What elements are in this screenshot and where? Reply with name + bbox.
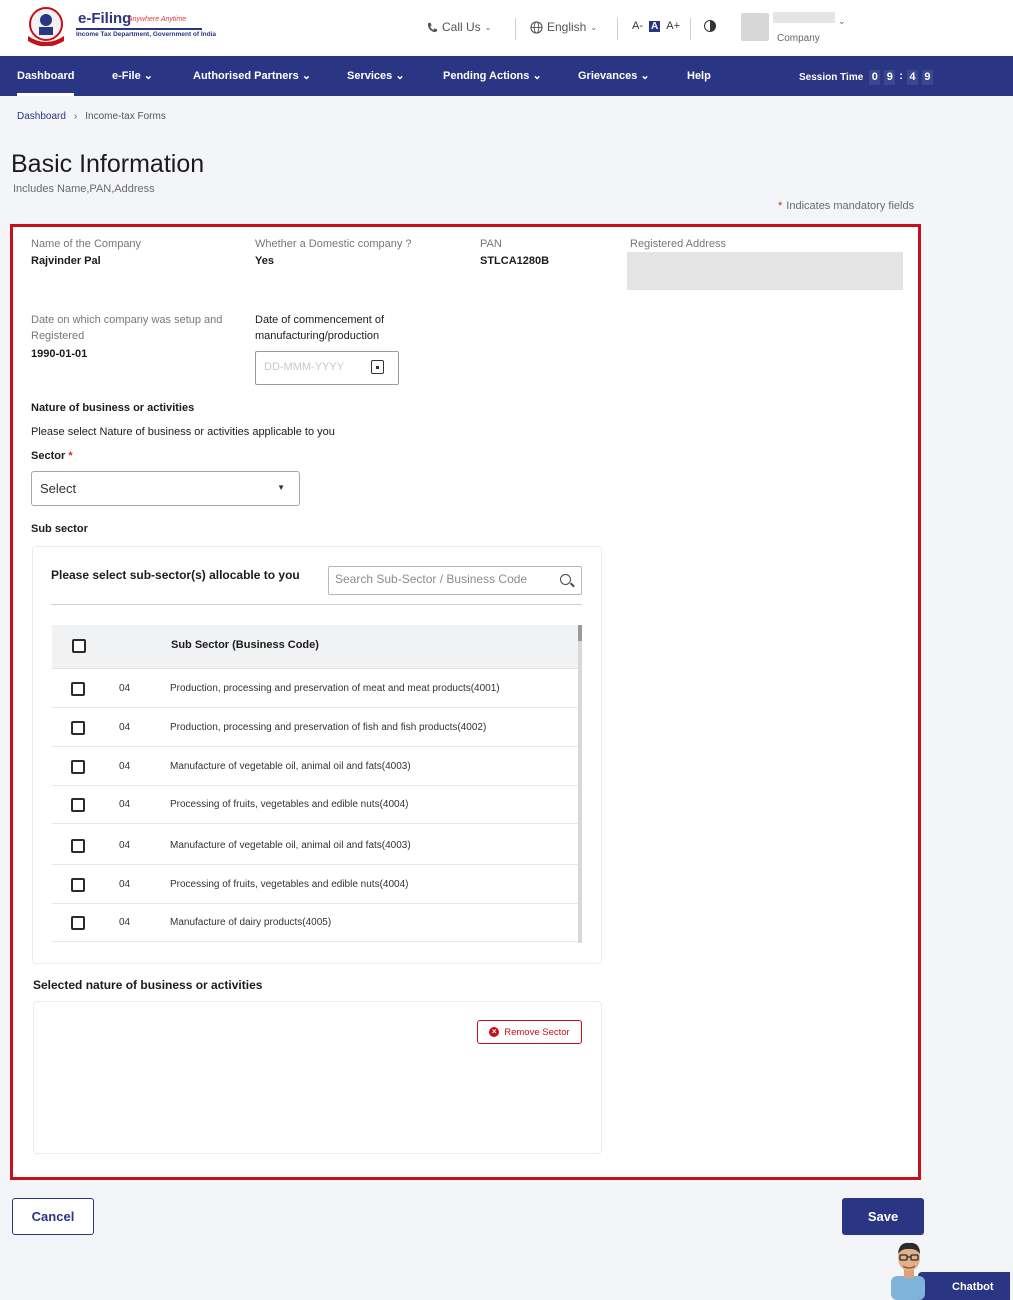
- sector-label-text: Sector: [31, 450, 66, 462]
- globe-icon: [530, 21, 543, 34]
- row-checkbox[interactable]: [71, 839, 85, 853]
- table-row: [52, 786, 578, 824]
- commencement-label-line1: Date of commencement of: [255, 314, 385, 326]
- row-code: 04: [119, 879, 131, 890]
- font-increase-button[interactable]: A+: [666, 20, 680, 32]
- nav-help[interactable]: Help: [687, 70, 711, 82]
- top-header: [0, 0, 1013, 56]
- commencement-date-label: [255, 312, 384, 344]
- table-row: [52, 866, 578, 904]
- row-code: 04: [119, 722, 131, 733]
- chatbot-avatar-icon[interactable]: [885, 1236, 933, 1300]
- setup-date-label-line1: Date on which company was setup and: [31, 314, 223, 326]
- setup-date-label-line2: Registered: [31, 330, 85, 342]
- divider: [51, 604, 582, 605]
- breadcrumb-separator-icon: ›: [73, 111, 78, 122]
- column-header-sub-sector: Sub Sector (Business Code): [171, 639, 319, 651]
- language-label: English: [547, 20, 587, 34]
- nature-of-business-heading: Nature of business or activities: [31, 402, 195, 414]
- chevron-down-icon: ⌄: [301, 70, 312, 82]
- domestic-company-value: Yes: [255, 255, 274, 267]
- logo-tagline: Anywhere Anytime: [128, 16, 187, 23]
- chatbot-button[interactable]: Chatbot: [918, 1272, 1010, 1300]
- sector-label: [31, 450, 73, 462]
- divider: [690, 18, 691, 40]
- main-navbar: [0, 56, 1013, 96]
- domestic-company-label: Whether a Domestic company ?: [255, 238, 412, 250]
- row-checkbox[interactable]: [71, 682, 85, 696]
- remove-sector-label: Remove Sector: [504, 1026, 570, 1038]
- font-normal-button[interactable]: A: [651, 20, 659, 32]
- row-description: Manufacture of vegetable oil, animal oil and fats(4003): [170, 840, 411, 851]
- breadcrumb-dashboard[interactable]: Dashboard: [17, 111, 66, 122]
- language-menu[interactable]: [530, 20, 597, 34]
- nav-grievances[interactable]: [578, 56, 650, 96]
- row-checkbox[interactable]: [71, 798, 85, 812]
- table-row: [52, 827, 578, 865]
- row-description: Production, processing and preservation of fish and fish products(4002): [170, 722, 487, 733]
- row-code: 04: [119, 917, 131, 928]
- timer-digit: 9: [922, 70, 933, 85]
- page-title: Basic Information: [11, 150, 205, 178]
- nav-services-label: Services: [347, 70, 393, 82]
- mandatory-note-text: Indicates mandatory fields: [786, 200, 915, 212]
- nav-e-file-label: e-File: [112, 70, 141, 82]
- session-label: Session Time: [799, 72, 864, 83]
- setup-date-label: [31, 312, 222, 344]
- row-checkbox[interactable]: [71, 721, 85, 735]
- user-role: Company: [777, 33, 820, 44]
- sub-sector-panel-heading: Please select sub-sector(s) allocable to you: [51, 568, 300, 582]
- divider: [515, 18, 516, 40]
- remove-sector-button[interactable]: [477, 1020, 582, 1044]
- row-description: Production, processing and preservation of meat and meat products(4001): [170, 683, 500, 694]
- sector-select-value: Select: [40, 481, 77, 496]
- logo-underline: [76, 28, 202, 30]
- session-timer: [799, 70, 933, 85]
- nav-e-file[interactable]: [112, 56, 153, 96]
- page-subtitle: Includes Name,PAN,Address: [13, 183, 155, 195]
- timer-colon: :: [899, 70, 903, 82]
- table-scrollbar[interactable]: [578, 625, 582, 943]
- row-code: 04: [119, 761, 131, 772]
- nav-pending-actions[interactable]: [443, 56, 542, 96]
- nav-pending-actions-label: Pending Actions: [443, 70, 530, 82]
- close-circle-icon: ×: [489, 1027, 499, 1037]
- row-description: Processing of fruits, vegetables and edible nuts(4004): [170, 799, 409, 810]
- font-size-controls: [632, 20, 680, 32]
- pan-label: PAN: [480, 238, 502, 250]
- table-row: [52, 670, 578, 708]
- registered-address-value: [627, 252, 903, 290]
- pan-value: STLCA1280B: [480, 255, 550, 267]
- company-name-label: Name of the Company: [31, 238, 142, 250]
- call-us-menu[interactable]: [427, 20, 491, 34]
- search-icon[interactable]: [560, 574, 571, 585]
- table-row: [52, 709, 578, 747]
- chevron-down-icon: ⌄: [640, 70, 650, 82]
- save-button[interactable]: Save: [842, 1198, 924, 1235]
- row-checkbox[interactable]: [71, 916, 85, 930]
- mandatory-note: [778, 200, 914, 212]
- breadcrumb-current: Income-tax Forms: [85, 111, 166, 122]
- sub-sector-search-input[interactable]: [335, 572, 545, 586]
- nav-authorised-partners-label: Authorised Partners: [193, 70, 299, 82]
- font-decrease-button[interactable]: A-: [632, 20, 643, 32]
- row-description: Manufacture of vegetable oil, animal oil and fats(4003): [170, 761, 411, 772]
- nav-authorised-partners[interactable]: [193, 56, 311, 96]
- registered-address-label: Registered Address: [630, 238, 726, 250]
- company-name-value: Rajvinder Pal: [31, 255, 101, 267]
- table-scrollbar-thumb[interactable]: [578, 625, 582, 641]
- timer-digit: 0: [869, 70, 880, 85]
- row-description: Processing of fruits, vegetables and edible nuts(4004): [170, 879, 409, 890]
- sector-select[interactable]: [31, 471, 300, 506]
- table-row: [52, 904, 578, 942]
- nav-services[interactable]: [347, 56, 405, 96]
- cancel-button[interactable]: Cancel: [12, 1198, 94, 1235]
- chevron-down-icon: ⌄: [532, 70, 542, 82]
- date-placeholder: DD-MMM-YYYY: [264, 361, 345, 373]
- commencement-date-input[interactable]: [255, 351, 399, 385]
- select-all-checkbox[interactable]: [72, 639, 86, 653]
- row-description: Manufacture of dairy products(4005): [170, 917, 332, 928]
- asterisk-icon: *: [778, 200, 783, 212]
- logo-subtitle: Income Tax Department, Government of India: [76, 31, 217, 38]
- logo-title: e-Filing: [78, 10, 132, 27]
- calendar-icon[interactable]: [371, 360, 384, 374]
- phone-icon: [427, 22, 438, 33]
- timer-digits: [869, 70, 933, 85]
- timer-digit: 4: [907, 70, 918, 85]
- sub-sector-table: [52, 625, 582, 943]
- sub-sector-label: Sub sector: [31, 523, 88, 535]
- timer-digit: 9: [884, 70, 895, 85]
- chevron-down-icon: ⌄: [143, 70, 154, 82]
- row-checkbox[interactable]: [71, 760, 85, 774]
- contrast-toggle-icon[interactable]: [704, 20, 716, 32]
- breadcrumb: [17, 111, 166, 122]
- nav-grievances-label: Grievances: [578, 70, 638, 82]
- caret-down-icon: ▼: [277, 483, 285, 492]
- table-row: [52, 748, 578, 786]
- avatar[interactable]: [741, 13, 769, 41]
- divider: [617, 18, 618, 40]
- row-code: 04: [119, 840, 131, 851]
- chevron-down-icon: ⌄: [590, 22, 598, 32]
- row-code: 04: [119, 799, 131, 810]
- commencement-label-line2: manufacturing/production: [255, 330, 380, 342]
- chevron-down-icon[interactable]: ⌄: [838, 16, 846, 26]
- emblem-logo-icon[interactable]: [24, 6, 68, 46]
- user-name-redacted[interactable]: [773, 12, 835, 23]
- nav-dashboard[interactable]: Dashboard: [17, 56, 74, 96]
- chevron-down-icon: ⌄: [395, 70, 405, 82]
- sub-sector-search[interactable]: [328, 566, 582, 595]
- setup-date-value: 1990-01-01: [31, 348, 88, 360]
- selected-nature-heading: Selected nature of business or activities: [33, 978, 263, 992]
- nature-of-business-instruction: Please select Nature of business or activities applicable to you: [31, 426, 335, 438]
- table-header: [52, 625, 578, 669]
- required-asterisk-icon: *: [68, 450, 73, 462]
- row-checkbox[interactable]: [71, 878, 85, 892]
- call-us-label: Call Us: [442, 20, 481, 34]
- chevron-down-icon: ⌄: [484, 22, 492, 32]
- row-code: 04: [119, 683, 131, 694]
